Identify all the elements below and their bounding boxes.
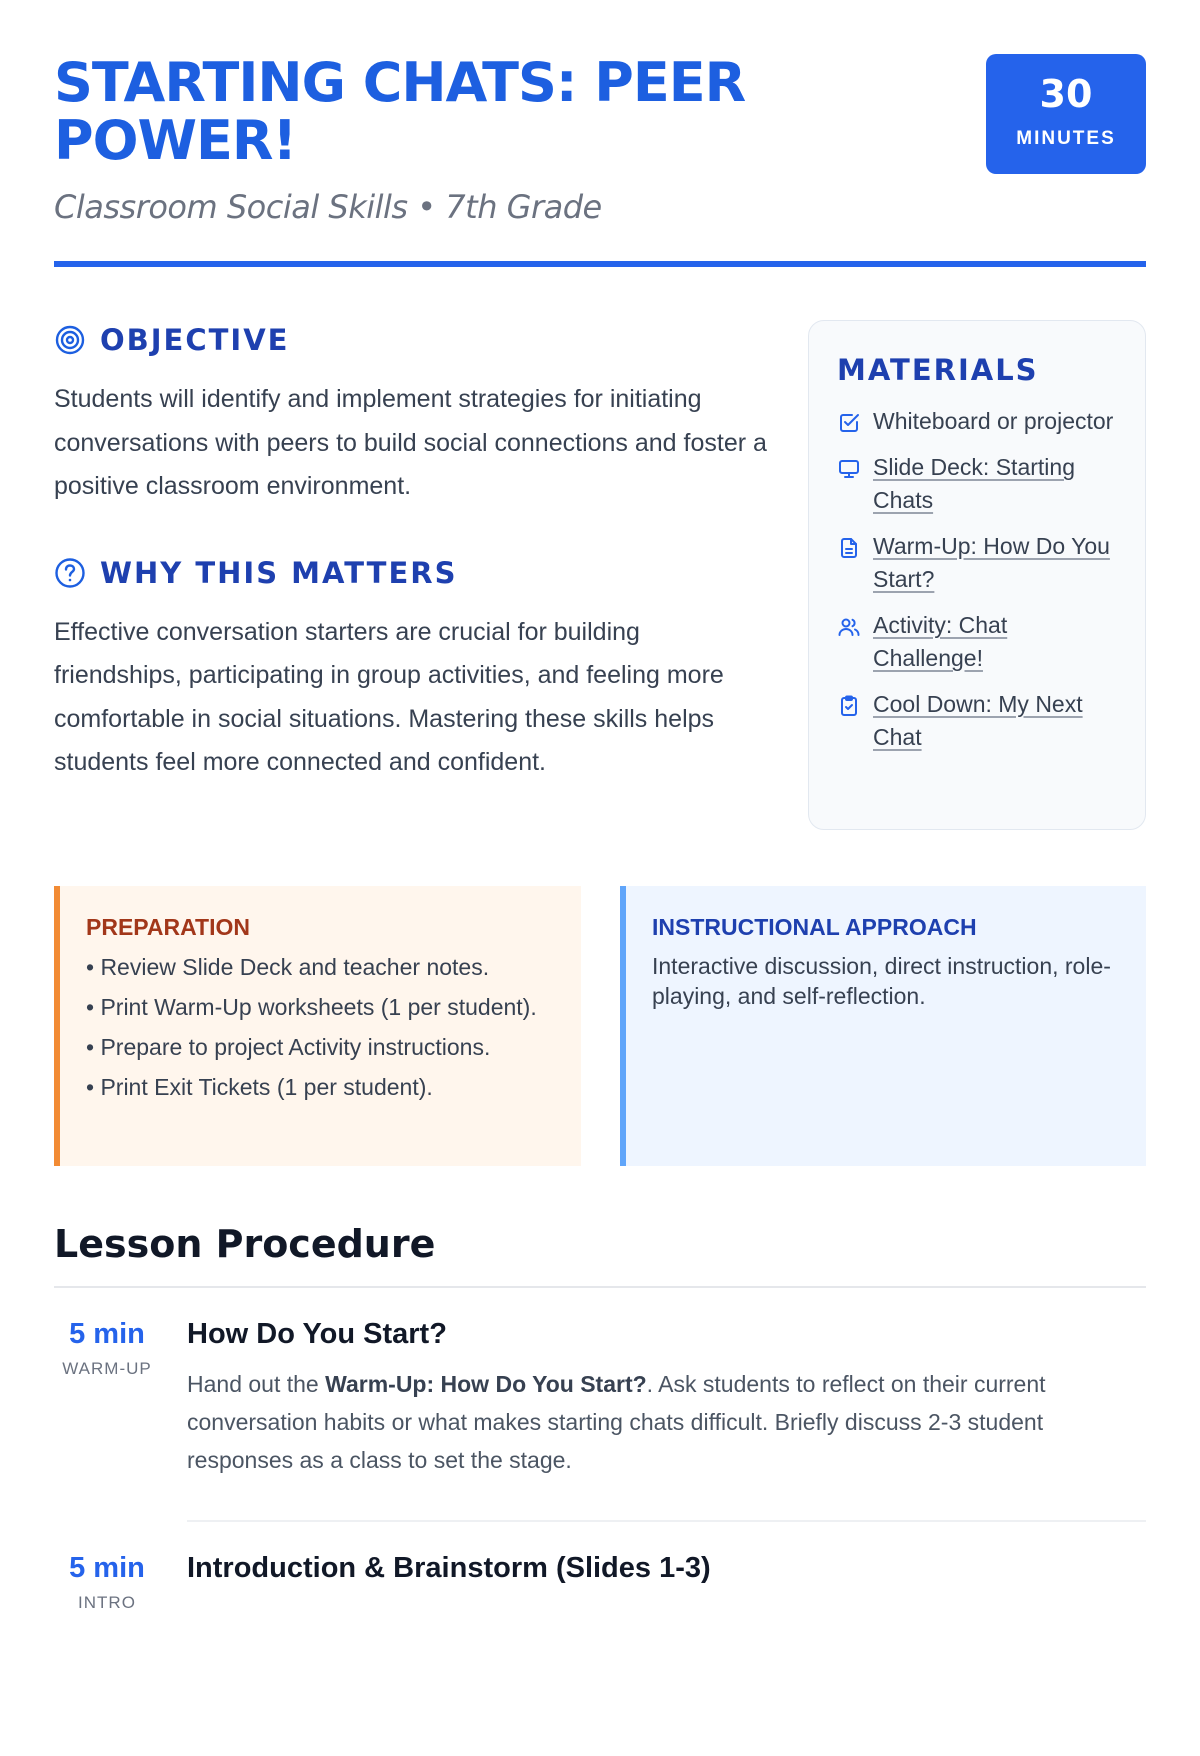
material-link-slide-deck[interactable]: Slide Deck: Starting Chats <box>873 454 1075 513</box>
procedure-step <box>54 1522 1146 1756</box>
overview-left-column <box>54 320 774 785</box>
step-description <box>187 1365 1146 1479</box>
step-time-block <box>54 1318 160 1379</box>
document-icon <box>837 536 861 560</box>
page-title: STARTING CHATS: PEER POWER! <box>54 51 746 172</box>
preparation-item: • Print Exit Tickets (1 per student). <box>86 1074 433 1100</box>
step-time-block <box>54 1552 160 1613</box>
overview-section <box>54 320 1146 830</box>
material-item-cool-down[interactable] <box>837 688 1117 754</box>
question-circle-icon <box>54 557 86 589</box>
preparation-heading: PREPARATION <box>86 914 250 940</box>
material-item-slide-deck[interactable] <box>837 451 1117 517</box>
lesson-plan-page <box>54 0 1146 1612</box>
checkbox-icon <box>837 411 861 435</box>
duration-unit: MINUTES <box>1016 128 1116 149</box>
why-heading: WHY THIS MATTERS <box>100 555 458 590</box>
materials-heading: MATERIALS <box>837 353 1039 387</box>
step-text-bold: Warm-Up: How Do You Start? <box>325 1371 647 1397</box>
objective-text: Students will identify and implement strategies for initiating conversations with peers to build social connections and foster a positive classroom environment. <box>54 385 767 500</box>
procedure-step <box>54 1288 1146 1522</box>
step-phase: INTRO <box>78 1593 136 1612</box>
step-duration: 5 min <box>69 1318 145 1350</box>
objective-heading: OBJECTIVE <box>100 323 290 357</box>
step-body <box>187 1552 1146 1585</box>
material-link-activity[interactable]: Activity: Chat Challenge! <box>873 612 1008 671</box>
preparation-item: • Review Slide Deck and teacher notes. <box>86 954 490 980</box>
step-title: Introduction & Brainstorm (Slides 1-3) <box>187 1552 711 1584</box>
step-title: How Do You Start? <box>187 1318 447 1350</box>
duration-badge <box>986 54 1146 174</box>
material-label: Whiteboard or projector <box>873 408 1114 434</box>
lesson-procedure <box>54 1222 1146 1756</box>
preparation-item: • Print Warm-Up worksheets (1 per student). <box>86 994 537 1020</box>
lesson-header <box>54 0 1146 268</box>
step-text-post: . Ask students to reflect on their current conversation habits or what makes starting chats difficult. Briefly discuss 2-3 student responses as a class to set the stage. <box>187 1371 1046 1473</box>
duration-value: 30 <box>1039 72 1093 116</box>
planning-boxes <box>54 886 1146 1166</box>
step-text-pre: Hand out the <box>187 1371 326 1397</box>
material-item-warm-up[interactable] <box>837 530 1117 596</box>
users-icon <box>837 615 861 639</box>
why-text: Effective conversation starters are crucial for building friendships, participating in group activities, and feeling more comfortable in social situations. Mastering these skills helps students feel more connected and confident. <box>54 617 724 776</box>
procedure-heading: Lesson Procedure <box>54 1222 436 1266</box>
target-icon <box>54 324 86 356</box>
approach-heading: INSTRUCTIONAL APPROACH <box>652 914 977 940</box>
material-link-cool-down[interactable]: Cool Down: My Next Chat <box>873 691 1083 750</box>
clipboard-check-icon <box>837 694 861 718</box>
approach-text: Interactive discussion, direct instruction, role-playing, and self-reflection. <box>652 953 1111 1009</box>
step-duration: 5 min <box>69 1552 145 1584</box>
page-subtitle: Classroom Social Skills • 7th Grade <box>54 188 602 226</box>
header-divider <box>54 261 1146 267</box>
step-body <box>187 1318 1146 1479</box>
instructional-approach-box <box>620 886 1146 1166</box>
objective-heading-row <box>54 320 774 360</box>
material-item-whiteboard <box>837 405 1117 438</box>
preparation-box <box>54 886 581 1166</box>
step-phase: WARM-UP <box>62 1359 152 1378</box>
materials-card <box>808 320 1146 830</box>
material-item-activity[interactable] <box>837 609 1117 675</box>
why-heading-row <box>54 553 774 593</box>
preparation-item: • Prepare to project Activity instructions. <box>86 1034 491 1060</box>
material-link-warm-up[interactable]: Warm-Up: How Do You Start? <box>873 533 1110 592</box>
monitor-icon <box>837 457 861 481</box>
